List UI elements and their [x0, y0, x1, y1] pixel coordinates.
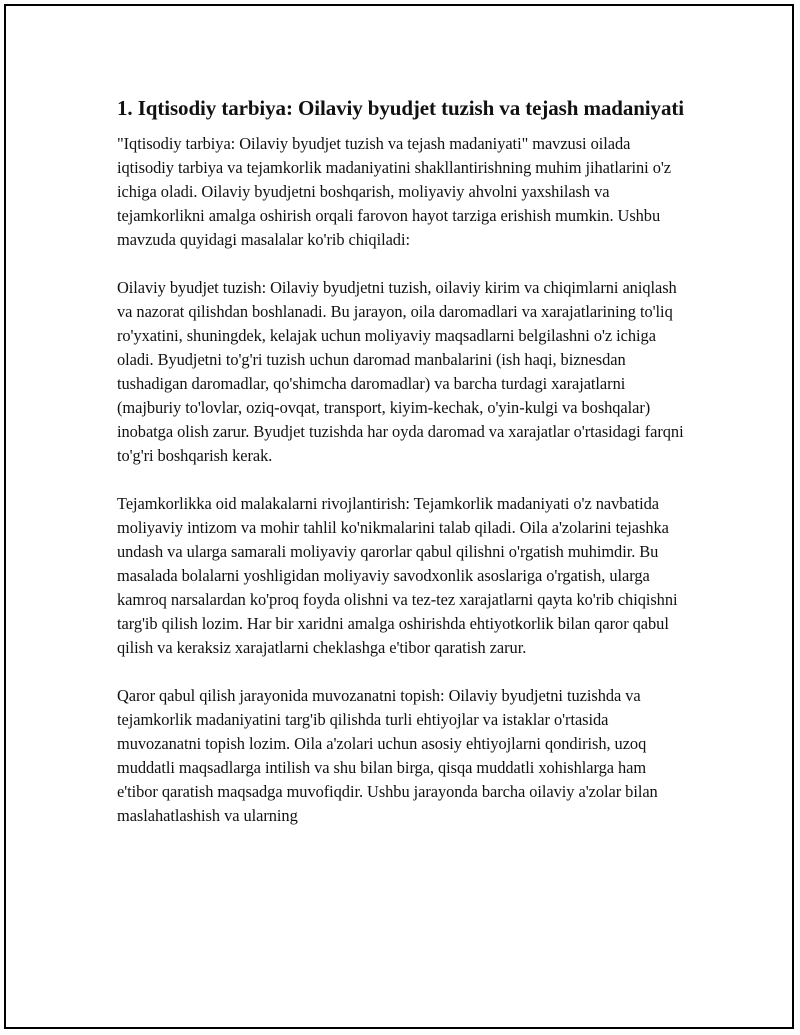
budget-paragraph: Oilaviy byudjet tuzish: Oilaviy byudjetni tuzish, oilaviy kirim va chiqimlarni aniqlash va nazorat qilishdan boshlanadi. Bu jarayon, oila daromadlari va xarajatlarining to'liq ro'yxatini, shuningdek, kelajak uchun moliyaviy maqsadlarni belgilashni o'z ichiga oladi. Byudjetni to'g'ri tuzish uchun daromad manbalarini (ish haqi, biznesdan tushadigan daromadlar, qo'shimcha daromadlar) va barcha turdagi xarajatlarni (majburiy to'lovlar, oziq-ovqat, transport, kiyim-kechak, o'yin-kulgi va boshqalar) inobatga olish zarur. Byudjet tuzishda har oyda daromad va xarajatlar o'rtasidagi farqni to'g'ri boshqarish kerak. [117, 278, 684, 465]
intro-paragraph: "Iqtisodiy tarbiya: Oilaviy byudjet tuzish va tejash madaniyati" mavzusi oilada iqtisodiy tarbiya va tejamkorlik madaniyatini shakllantirishning muhim jihatlarini o'z ichiga oladi. Oilaviy byudjetni boshqarish, moliyaviy ahvolni yaxshilash va tejamkorlikni amalga oshirish orqali farovon hayot tarziga erishish mumkin. Ushbu mavzuda quyidagi masalalar ko'rib chiqiladi: [117, 134, 672, 249]
thrift-skills-paragraph: Tejamkorlikka oid malakalarni rivojlantirish: Tejamkorlik madaniyati o'z navbatida moliyaviy intizom va mohir tahlil ko'nikmalarini talab qiladi. Oila a'zolarini tejashka undash va ularga samarali moliyaviy qarorlar qabul qilishni o'rgatish muhimdir. Bu masalada bolalarni yoshligidan moliyaviy savodxonlik asoslariga o'rgatish, ularga kamroq narsalardan ko'proq foyda olishni va tez-tez xarajatlarni qayta ko'rib chiqishni targ'ib qilish lozim. Har bir xaridni amalga oshirishda ehtiyotkorlik bilan qaror qabul qilish va keraksiz xarajatlarni cheklashga e'tibor qaratish zarur. [117, 494, 678, 657]
decision-balance-paragraph: Qaror qabul qilish jarayonida muvozanatni topish: Oilaviy byudjetni tuzishda va tejamkorlik madaniyatini targ'ib qilishda turli ehtiyojlar va istaklar o'rtasida muvozanatni topish lozim. Oila a'zolari uchun asosiy ehtiyojlarni qondirish, uzoq muddatli maqsadlarga intilish va shu bilan birga, qisqa muddatli xohishlarga ham e'tibor qaratish maqsadga muvofiqdir. Ushbu jarayonda barcha oilaviy a'zolar bilan maslahatlashish va ularning [117, 686, 658, 825]
document-heading: 1. Iqtisodiy tarbiya: Oilaviy byudjet tuzish va tejash madaniyati [117, 96, 684, 120]
document-body [117, 94, 690, 852]
